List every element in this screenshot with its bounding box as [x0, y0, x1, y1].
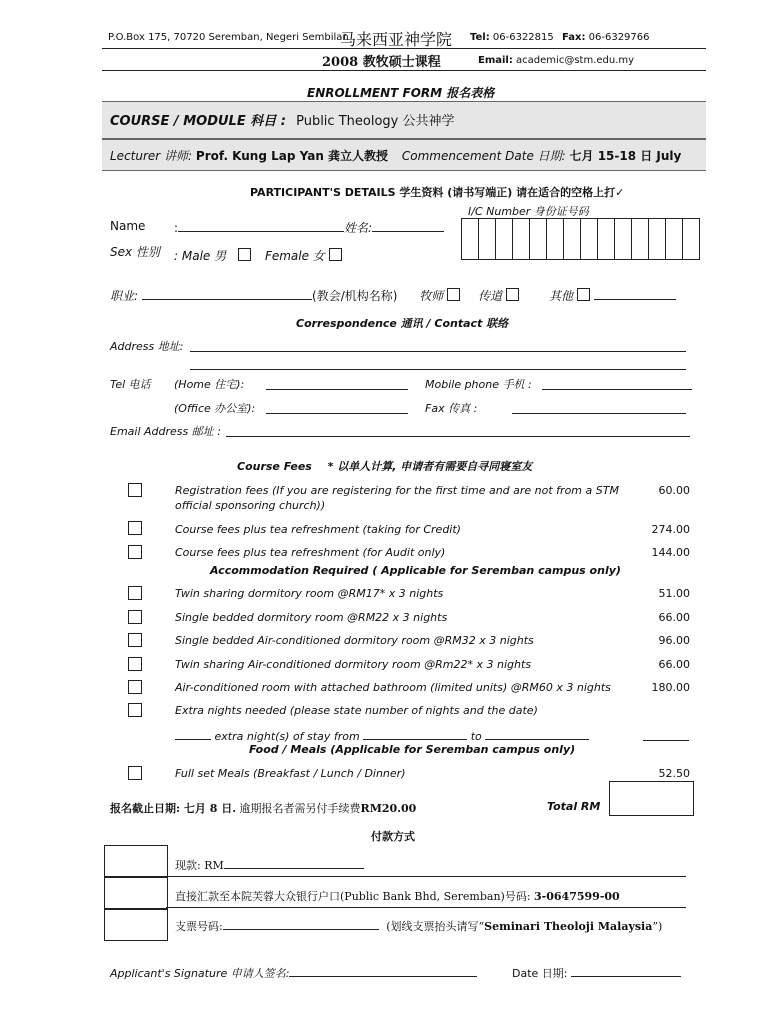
total-box[interactable]: [609, 781, 694, 816]
accommodation-checkbox[interactable]: [128, 633, 142, 647]
accommodation-amount: 66.00: [658, 610, 690, 624]
ic-number-grid[interactable]: [461, 218, 700, 260]
extra-to-field[interactable]: [485, 728, 589, 740]
deadline-row: [110, 800, 416, 816]
name-field[interactable]: [178, 220, 344, 232]
mobile-label: Mobile phone 手机 :: [425, 378, 532, 391]
cash-checkbox[interactable]: [104, 845, 168, 877]
sex-row: : Male 男 Female 女: [174, 247, 346, 264]
signature-field[interactable]: [289, 965, 477, 977]
address-line-1[interactable]: [190, 351, 686, 352]
course-label: COURSE / MODULE 科目 :: [110, 114, 286, 129]
accommodation-checkbox[interactable]: [128, 610, 142, 624]
accommodation-label: Single bedded dormitory room @RM22 x 3 nights: [175, 610, 448, 624]
header-email: Email: academic@stm.edu.my: [478, 55, 635, 66]
church-label: (教会/机构名称): [312, 289, 398, 303]
extra-nights: Extra nights needed (please state number of nights and the date): [175, 704, 538, 717]
date-field[interactable]: [571, 965, 681, 977]
signature-row: Applicant's Signature 申请人签名:: [110, 965, 477, 981]
accommodation-checkbox[interactable]: [128, 657, 142, 671]
late-fee: RM20.00: [360, 802, 417, 815]
other-label: 其他: [548, 289, 573, 303]
cheque-number-field[interactable]: [223, 918, 379, 930]
accommodation-label: Air-conditioned room with attached bathroom (limited units) @RM60 x 3 nights: [175, 681, 611, 694]
extra-stay-row: extra night(s) of stay from to: [175, 728, 589, 743]
sex-label: Sex 性别: [110, 245, 160, 259]
bank-transfer-checkbox[interactable]: [104, 877, 168, 909]
credit-checkbox[interactable]: [128, 521, 142, 535]
evangelist-label: 传道: [478, 289, 503, 303]
accommodation-label: Twin sharing dormitory room @RM17* x 3 nights: [175, 587, 444, 600]
accommodation-amount: 51.00: [658, 587, 690, 600]
other-field[interactable]: [594, 288, 676, 300]
extra-nights-checkbox[interactable]: [128, 703, 142, 717]
institution-address: P.O.Box 175, 70720 Seremban, Negeri Sembilan: [108, 32, 349, 43]
header-fax: Fax: 06-6329766: [562, 32, 650, 43]
commencement-label: Commencement Date 日期:: [401, 149, 566, 163]
office-tel-field[interactable]: [266, 413, 408, 414]
payment-divider-1: [166, 876, 686, 877]
date-row: Date 日期:: [512, 965, 681, 981]
mobile-field[interactable]: [542, 389, 692, 390]
header-divider: [102, 48, 706, 49]
evangelist-checkbox[interactable]: [506, 288, 519, 301]
ic-label: I/C Number 身份证号码: [468, 205, 589, 218]
pastor-checkbox[interactable]: [447, 288, 460, 301]
registration-fee-line1: Registration fees (If you are registering for the first time and are not from a STM: [175, 484, 619, 497]
tel-label: Tel 电话: [110, 378, 151, 391]
form-title: ENROLLMENT FORM 报名表格: [307, 86, 495, 100]
audit-checkbox[interactable]: [128, 545, 142, 559]
institution-name: 马来西亚神学院: [340, 30, 453, 49]
meals-amount: 52.50: [658, 767, 690, 780]
deadline-text: 报名截止日期: 七月 8 日.: [110, 802, 237, 815]
name-label: Name: [110, 219, 146, 233]
payment-divider-2: [166, 907, 686, 908]
credit-fee: Course fees plus tea refreshment (taking for Credit): [175, 523, 461, 536]
extra-from-field[interactable]: [363, 728, 467, 740]
meals-fee: Full set Meals (Breakfast / Lunch / Dinner): [175, 767, 406, 780]
extra-amount-field[interactable]: [643, 740, 689, 741]
meals-checkbox[interactable]: [128, 766, 142, 780]
male-checkbox[interactable]: [238, 248, 251, 261]
female-checkbox[interactable]: [329, 248, 342, 261]
accommodation-amount: 180.00: [651, 681, 690, 694]
home-tel-field[interactable]: [266, 389, 408, 390]
cash-row: 现款: RM: [175, 857, 364, 873]
correspondence-heading: Correspondence 通讯 / Contact 联络: [296, 317, 509, 330]
food-heading: Food / Meals (Applicable for Seremban campus only): [249, 743, 576, 756]
male-label: Male 男: [181, 249, 227, 263]
lecturer-label: Lecturer 讲师:: [110, 149, 193, 163]
credit-amount: 274.00: [651, 523, 690, 536]
pastor-label: 牧师: [419, 289, 444, 303]
accommodation-label: Twin sharing Air-conditioned dormitory room @Rm22* x 3 nights: [175, 657, 532, 671]
total-label: Total RM: [547, 800, 601, 813]
email-label: Email Address 邮址 :: [110, 425, 221, 438]
address-line-2[interactable]: [190, 369, 686, 370]
occupation-label: 职业:: [110, 289, 139, 303]
accommodation-heading: Accommodation Required ( Applicable for Seremban campus only): [210, 564, 621, 577]
header-divider-2: [102, 70, 706, 71]
cheque-row: 支票号码: (划线支票抬头请写“Seminari Theoloji Malaysia”): [175, 920, 663, 933]
program-title: 2008 教牧硕士课程: [322, 55, 441, 70]
occupation-field[interactable]: [142, 288, 312, 300]
commencement-date: 七月 15-18 日 July: [569, 149, 682, 163]
other-checkbox[interactable]: [577, 288, 590, 301]
accommodation-checkbox[interactable]: [128, 680, 142, 694]
email-field[interactable]: [226, 436, 690, 437]
lecturer-name: Prof. Kung Lap Yan 龚立人教授: [195, 149, 389, 163]
bank-transfer-row: 直接汇款至本院芙蓉大众银行户口(Public Bank Bhd, Seremban)号码: 3-0647599-00: [175, 890, 620, 903]
header-tel: Tel: 06-6322815: [470, 32, 554, 43]
payment-heading: 付款方式: [371, 830, 415, 843]
home-label: (Home 住宅):: [174, 378, 245, 391]
name-row: : 姓名:: [174, 219, 444, 236]
female-label: Female 女: [264, 249, 325, 263]
fax-field[interactable]: [512, 413, 686, 414]
registration-fee-line2: official sponsoring church)): [175, 499, 326, 512]
extra-nights-count-field[interactable]: [175, 728, 211, 740]
lecturer-row: [110, 147, 681, 164]
accommodation-amount: 96.00: [658, 634, 690, 647]
accommodation-amount: 66.00: [658, 657, 690, 671]
course-value: Public Theology 公共神学: [296, 114, 455, 129]
accommodation-label: Single bedded Air-conditioned dormitory room @RM32 x 3 nights: [175, 634, 534, 647]
address-label: Address 地址:: [110, 340, 184, 353]
fax-label: Fax 传真 :: [425, 402, 478, 415]
accommodation-checkbox[interactable]: [128, 586, 142, 600]
audit-amount: 144.00: [651, 546, 690, 559]
late-fee-text: 逾期报名者需另付手续费: [239, 802, 361, 815]
office-label: (Office 办公室):: [174, 402, 256, 415]
fees-heading: Course Fees * 以单人计算, 申请者有需要自寻同寝室友: [237, 460, 533, 473]
course-row: [110, 110, 454, 129]
registration-checkbox[interactable]: [128, 483, 142, 497]
participants-heading: PARTICIPANT'S DETAILS 学生资料 (请书写端正) 请在适合的空格上打✓: [250, 186, 625, 199]
chinese-name-field[interactable]: [372, 220, 444, 232]
cheque-checkbox[interactable]: [104, 909, 168, 941]
registration-amount: 60.00: [658, 484, 690, 497]
audit-fee: Course fees plus tea refreshment (for Audit only): [175, 546, 446, 559]
cash-amount-field[interactable]: [224, 857, 364, 869]
occupation-row: [110, 287, 676, 304]
chinese-name-label: 姓名:: [344, 221, 373, 235]
